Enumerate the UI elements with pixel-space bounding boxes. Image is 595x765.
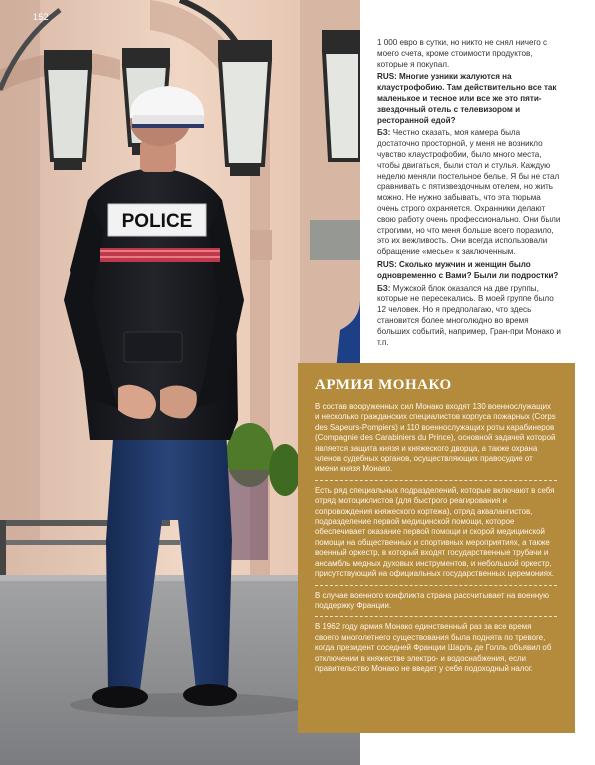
divider [315,585,557,586]
sidebar-paragraph-2: Есть ряд специальных подразделений, которые включают в себя отряд мотоциклистов (для быстрого реагирования и сопровождения княжеского кортежа), отряд аквалангистов, подразделение первой медицинской помощи, которое обеспечивает оказание первой помощи и скорой медицинской помощи на общественных и спортивных мероприятиях, а также военный оркестр, в который входят государственные трубачи и ансамбль медных духовых инструментов, и небольшой оркестр, присутствующий на официальных государственных церемониях. [315,485,555,579]
sidebar-paragraph-1: В состав вооруженных сил Монако входят 130 военнослужащих и несколько гражданских специалистов корпуса пожарных (Corps des Sapeurs-Pompiers) и 110 военнослужащих роты карабинеров (Compagnie des Carabiniers du Prince), основной задачей которой является защита князя и княжеского дворца, а также охрана членов судебных органов, осуществляющих правосудие от имени князя Монако. [315,402,556,474]
interview-column [377,38,563,350]
police-vest-label: POLICE [121,211,193,232]
answer-1 [377,128,563,258]
answer-1-lead: БЗ: [377,128,391,138]
monaco-army-sidebar [298,363,575,733]
lamp-1 [44,50,92,170]
question-2: RUS: Сколько мужчин и женщин было одновременно с Вами? Были ли подростки? [377,259,559,280]
page-number: 152 [33,12,49,22]
answer-2-text: Мужской блок оказался на две группы, которые не пересекались. В моей группе было 12 человек. Но я предполагаю, что здесь становится более многолюдно во время больших событий, например, Гран-при Монако и т.п. [377,283,561,347]
divider [315,616,557,617]
answer-2 [377,284,563,349]
answer-2-lead: БЗ: [377,283,391,293]
sidebar-paragraph-3: В случае военного конфликта страна рассчитывает на военную поддержку Франции. [315,590,550,610]
sidebar-title: АРМИЯ МОНАКО [315,377,452,393]
lamp-4 [322,30,360,160]
question-1: RUS: Многие узники жалуются на клаустрофобию. Там действительно все так маленькое и тесное или все же это пяти-звездочный отель с телевизором и ресторанной едой? [377,72,557,125]
paragraph: 1 000 евро в сутки, но никто не снял ничего с моего счета, кроме стоимости продуктов, которые я покупал. [377,38,548,69]
divider [315,480,557,481]
lamp-3 [218,40,272,176]
answer-1-text: Честно сказать, моя камера была достаточно просторной, у меня не возникло чувство клаустрофобии, было много места, чтобы двигаться, были стол и стулья. Каждую неделю меняли постельное белье. Я бы не стал сравнивать с пятизвездочным отелем, но жить можно. Не нужно забывать, что эта тюрьма очень строго охраняется. Охранники делают свою работу очень профессионально. Они были строгими, но что меня больше всего поразило, это их вежливость. Они всегда использовали обращение «месье» к заключенным. [377,128,561,257]
sidebar-paragraph-4: В 1962 году армия Монако единственный раз за все время своего многолетнего существования была поднята по тревоге, когда президент соседней Франции Шарль де Голль объявил об отключении в княжестве электро- и водоснабжения, если правительство Монако не введет у себя подоходный налог. [315,622,552,673]
